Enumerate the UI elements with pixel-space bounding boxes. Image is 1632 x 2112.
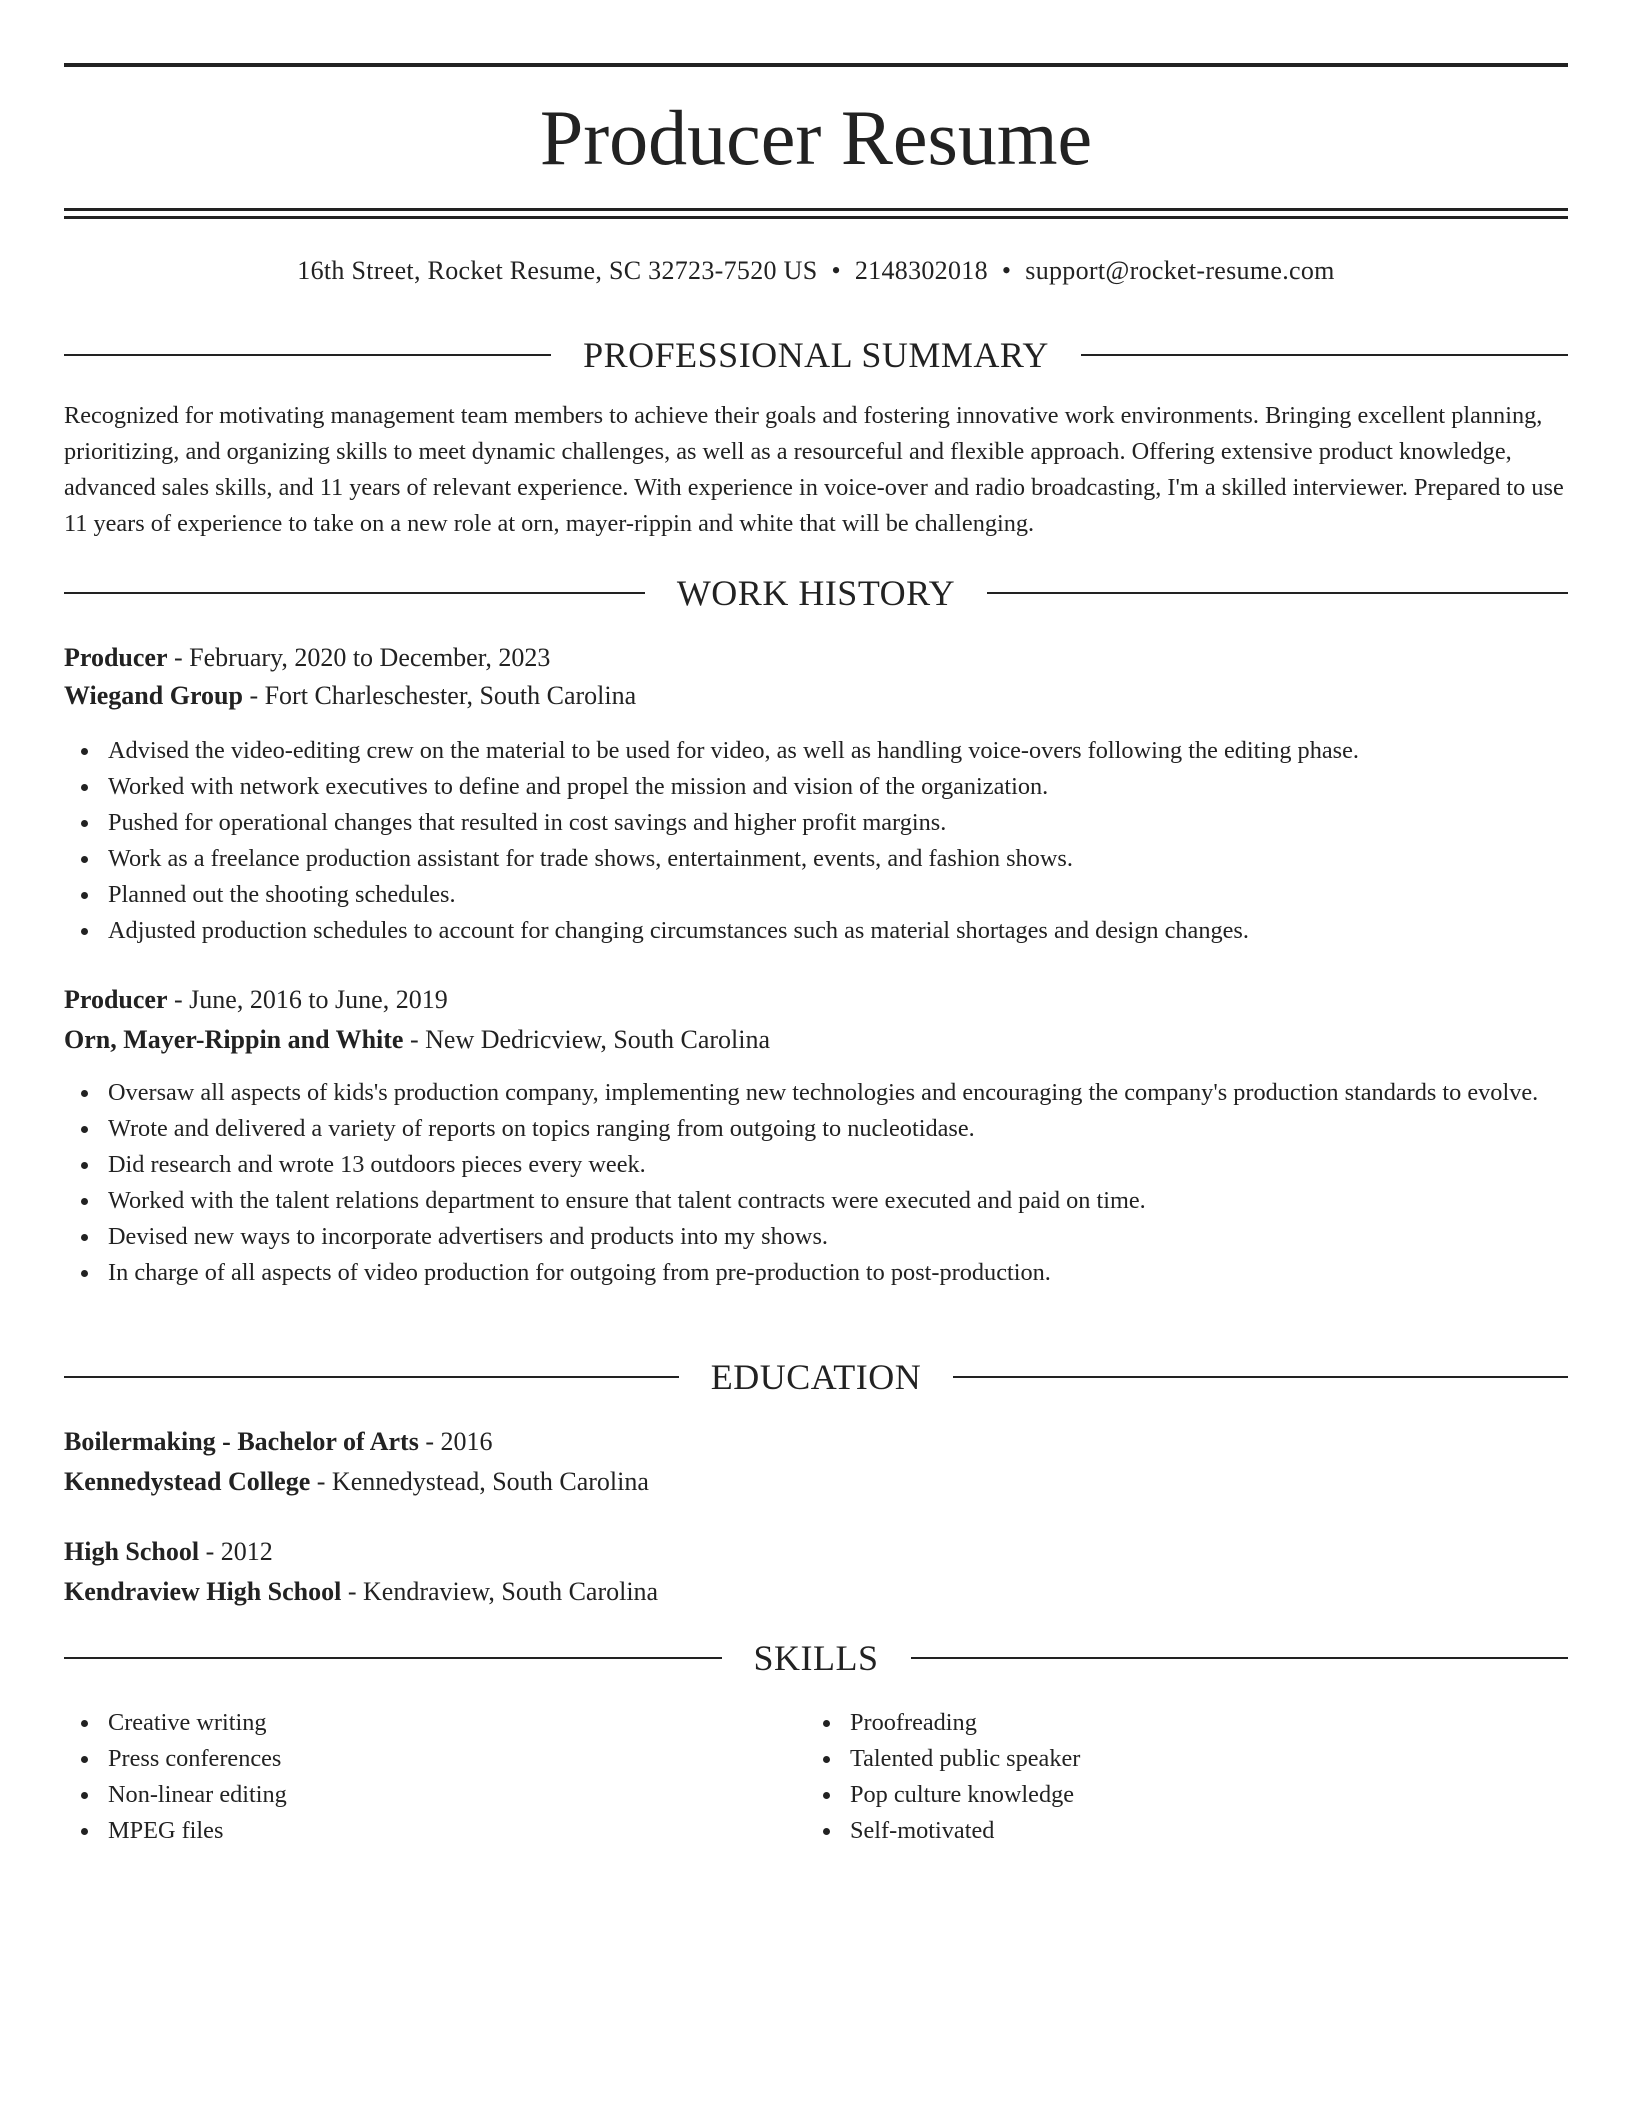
contact-separator: •	[1001, 256, 1012, 285]
degree: Boilermaking - Bachelor of Arts	[64, 1427, 419, 1456]
skill-item: Pop culture knowledge	[806, 1777, 1506, 1813]
summary-text: Recognized for motivating management team members to achieve their goals and fostering innovative work environments. Bringing excellent planning, prioritizing, and organizing skills to meet dynamic challenges, as well as a resourceful and flexible approach. Offering extensive product knowledge, advanced sales skills, and 11 years of relevant experience. With experience in voice-over and radio broadcasting, I'm a skilled interviewer. Prepared to use 11 years of experience to take on a new role at orn, mayer-rippin and white that will be challenging.	[64, 402, 1564, 537]
job-duties-list	[64, 733, 1568, 949]
email: support@rocket-resume.com	[1025, 256, 1335, 285]
degree-year: - 2012	[199, 1537, 273, 1566]
skill-item: Creative writing	[64, 1705, 764, 1741]
job-dates: - June, 2016 to June, 2019	[167, 985, 448, 1014]
section-title: SKILLS	[753, 1638, 879, 1678]
school-line	[64, 1574, 658, 1610]
school-location: - Kendraview, South Carolina	[341, 1577, 659, 1606]
top-rule	[64, 63, 1568, 67]
skill-item: Self-motivated	[806, 1813, 1506, 1849]
skill-item: Press conferences	[64, 1741, 764, 1777]
list-item: Did research and wrote 13 outdoors pieces every week.	[64, 1147, 1568, 1183]
list-item: Adjusted production schedules to account for changing circumstances such as material shortages and design changes.	[64, 913, 1568, 949]
job-company: Wiegand Group	[64, 681, 243, 710]
phone: 2148302018	[854, 256, 988, 285]
degree-line	[64, 1534, 273, 1570]
degree: High School	[64, 1537, 200, 1566]
list-item: In charge of all aspects of video production for outgoing from pre-production to post-production.	[64, 1255, 1568, 1291]
list-item: Worked with the talent relations department to ensure that talent contracts were executed and paid on time.	[64, 1183, 1568, 1219]
list-item: Pushed for operational changes that resulted in cost savings and higher profit margins.	[64, 805, 1568, 841]
degree-year: - 2016	[418, 1427, 493, 1456]
title-rule-lower	[64, 216, 1568, 219]
section-title: PROFESSIONAL SUMMARY	[583, 335, 1049, 375]
skills-list-left	[64, 1705, 764, 1849]
job-company: Orn, Mayer-Rippin and White	[64, 1025, 404, 1054]
heading-rule	[911, 1657, 1569, 1659]
job-company-line	[64, 1022, 770, 1058]
skill-item: Talented public speaker	[806, 1741, 1506, 1777]
heading-rule	[1081, 354, 1568, 356]
skills-list-right	[806, 1705, 1506, 1849]
job-duties-list	[64, 1075, 1568, 1291]
list-item: Oversaw all aspects of kids's production company, implementing new technologies and encouraging the company's production standards to evolve.	[64, 1075, 1568, 1111]
heading-rule	[64, 1376, 679, 1378]
contact-line	[64, 253, 1568, 289]
job-title: Producer	[64, 643, 168, 672]
job-location: - Fort Charleschester, South Carolina	[242, 681, 637, 710]
section-heading-skills	[64, 1636, 1568, 1680]
list-item: Devised new ways to incorporate advertisers and products into my shows.	[64, 1219, 1568, 1255]
section-heading-summary	[64, 333, 1568, 377]
degree-line	[64, 1424, 493, 1460]
school-line	[64, 1464, 649, 1500]
list-item: Advised the video-editing crew on the material to be used for video, as well as handling voice-overs following the editing phase.	[64, 733, 1568, 769]
heading-rule	[64, 354, 551, 356]
contact-separator: •	[831, 256, 841, 285]
skill-item: Proofreading	[806, 1705, 1506, 1741]
list-item: Work as a freelance production assistant for trade shows, entertainment, events, and fashion shows.	[64, 841, 1568, 877]
section-heading-education	[64, 1355, 1568, 1399]
school-location: - Kennedystead, South Carolina	[310, 1467, 649, 1496]
school-name: Kennedystead College	[64, 1467, 311, 1496]
list-item: Worked with network executives to define and propel the mission and vision of the organization.	[64, 769, 1568, 805]
job-company-line	[64, 678, 636, 714]
heading-rule	[987, 592, 1568, 594]
list-item: Wrote and delivered a variety of reports on topics ranging from outgoing to nucleotidase.	[64, 1111, 1568, 1147]
job-title: Producer	[64, 985, 168, 1014]
section-title: WORK HISTORY	[676, 573, 956, 613]
section-heading-work-history	[64, 571, 1568, 615]
section-title: EDUCATION	[710, 1357, 922, 1397]
skill-item: MPEG files	[64, 1813, 764, 1849]
page-title: Producer Resume	[539, 94, 1093, 181]
title-rule-upper	[64, 208, 1568, 211]
heading-rule	[953, 1376, 1568, 1378]
job-title-line	[64, 982, 448, 1018]
job-dates: - February, 2020 to December, 2023	[167, 643, 551, 672]
address: 16th Street, Rocket Resume, SC 32723-7520 US	[297, 256, 818, 285]
job-location: - New Dedricview, South Carolina	[403, 1025, 771, 1054]
skill-item: Non-linear editing	[64, 1777, 764, 1813]
heading-rule	[64, 1657, 722, 1659]
heading-rule	[64, 592, 645, 594]
job-title-line	[64, 640, 550, 676]
school-name: Kendraview High School	[64, 1577, 342, 1606]
list-item: Planned out the shooting schedules.	[64, 877, 1568, 913]
